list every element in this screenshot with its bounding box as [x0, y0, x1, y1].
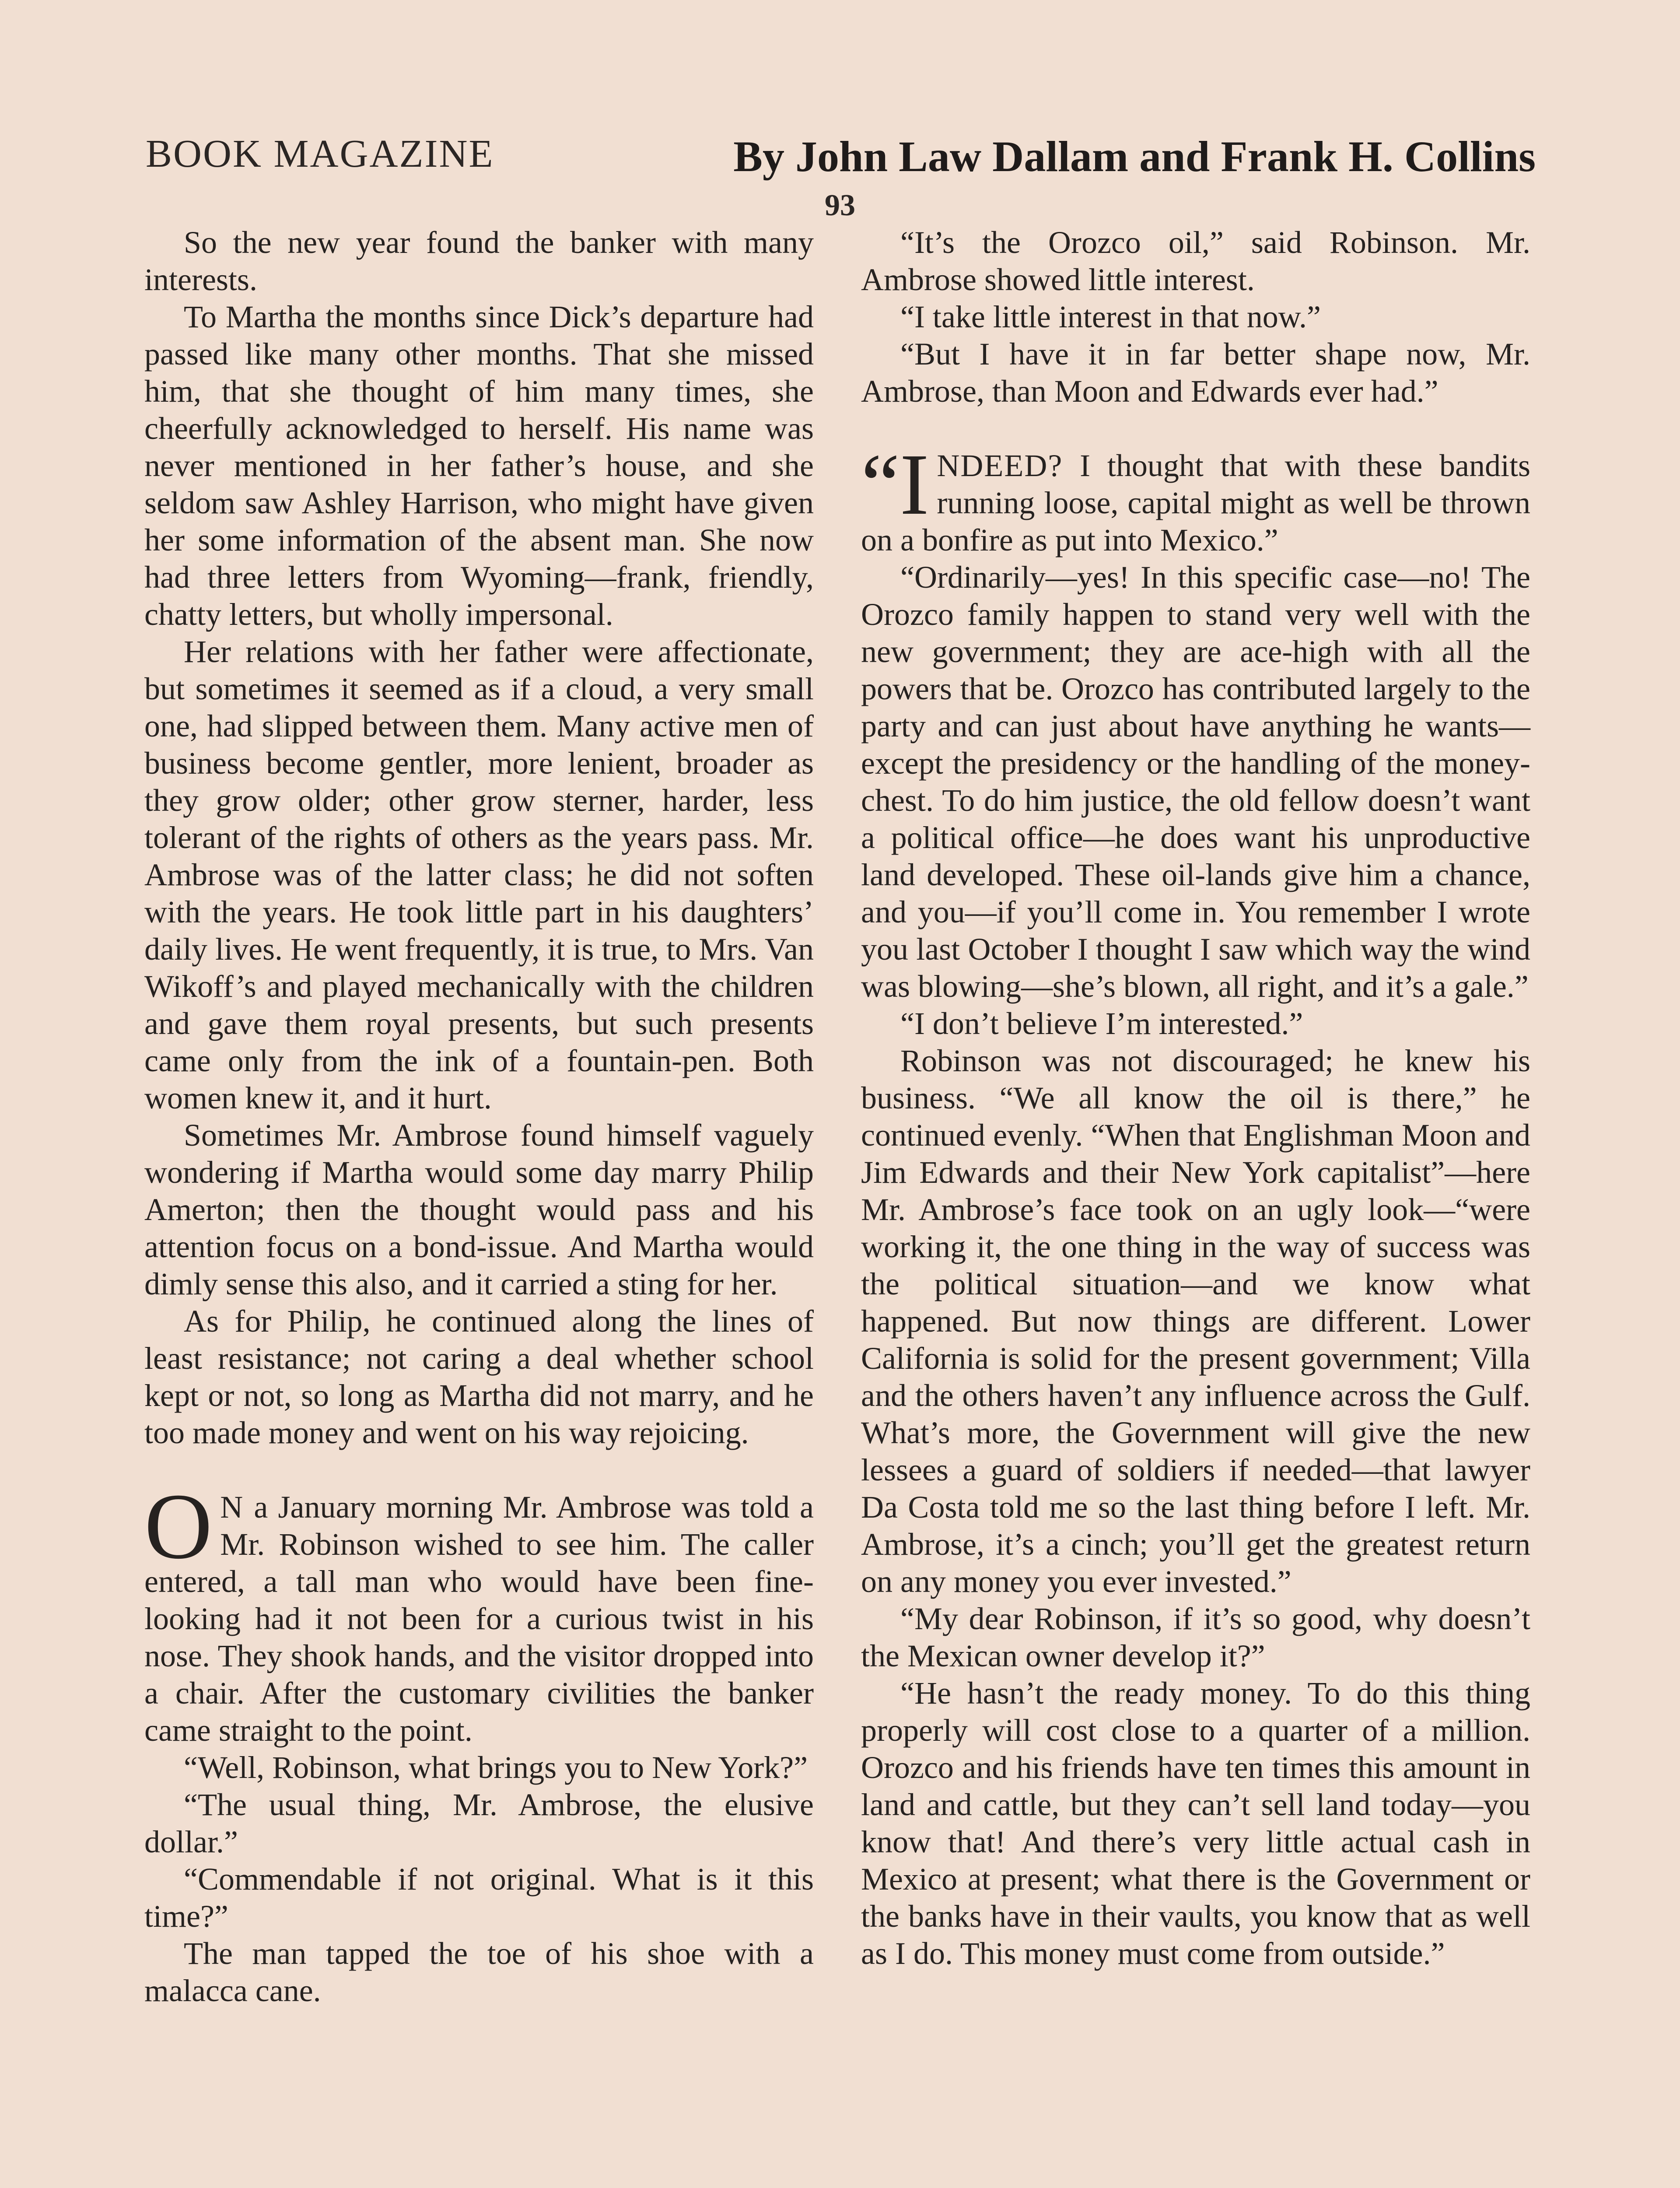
paragraph: “I don’t believe I’m interested.”	[900, 1006, 1303, 1041]
drop-cap: “I	[861, 436, 929, 533]
paragraph: So the new year found the banker with many interests.	[144, 225, 814, 297]
paragraph: “Well, Robinson, what brings you to New York?”	[184, 1750, 808, 1785]
page-number: 93	[825, 189, 855, 222]
paragraph-text: I thought that with these bandits running loose, capital might as well be thrown on a bonfire as put into Mexico.”	[861, 448, 1530, 558]
paragraph: To Martha the months since Dick’s departure had passed like many other months. That she missed him, that she thought of him many times, she cheerfully acknowledged to herself. His name was never mentioned in her father’s house, and she seldom saw Ashley Harrison, who might have given her some information of the absent man. She now had three letters from Wyoming—frank, friendly, chatty letters, but wholly impersonal.	[144, 299, 814, 632]
paragraph: As for Philip, he continued along the lines of least resistance; not caring a deal whether school kept or not, so long as Martha did not marry, and he too made money and went on his way rejoicing.	[144, 1304, 814, 1450]
paragraph: “My dear Robinson, if it’s so good, why doesn’t the Mexican owner develop it?”	[861, 1601, 1530, 1673]
drop-cap: O	[144, 1474, 213, 1578]
section-opening-paragraph	[861, 436, 1530, 559]
paragraph: “He hasn’t the ready money. To do this thing properly will cost close to a quarter of a million. Orozco and his friends have ten times this amount in land and cattle, but they can’t sell land today—you know that! And there’s very little actual cash in Mexico at present; what there is the Government or the banks have in their vaults, you know that as well as I do. This money must come from outside.”	[861, 1676, 1530, 1971]
paragraph: Her relations with her father were affectionate, but sometimes it seemed as if a cloud, a very small one, had slipped between them. Many active men of business become gentler, more lenient, broader as they grow older; other grow sterner, harder, less tolerant of the rights of others as the years pass. Mr. Ambrose was of the latter class; he did not soften with the years. He took little part in his daughters’ daily lives. He went frequently, it is true, to Mrs. Van Wikoff’s and played mechanically with the children and gave them royal presents, but such presents came only from the ink of a fountain-pen. Both women knew it, and it hurt.	[144, 634, 814, 1115]
paragraph-text: a January morning Mr. Ambrose was told a Mr. Robinson wished to see him. The caller entered, a tall man who would have been fine-looking had it not been for a curious twist in his nose. They shook hands, and the visitor dropped into a chair. After the customary civilities the banker came straight to the point.	[144, 1490, 814, 1748]
running-head-magazine: BOOK MAGAZINE	[146, 132, 494, 175]
paragraph: Sometimes Mr. Ambrose found himself vaguely wondering if Martha would some day marry Philip Amerton; then the thought would pass and his attention focus on a bond-issue. And Martha would dimly sense this also, and it carried a sting for her.	[144, 1118, 814, 1301]
paragraph: “But I have it in far better shape now, Mr. Ambrose, than Moon and Edwards ever had.”	[861, 337, 1530, 409]
paragraph: The man tapped the toe of his shoe with a malacca cane.	[144, 1936, 814, 2008]
paragraph: “I take little interest in that now.”	[900, 299, 1321, 334]
running-head-byline: By John Law Dallam and Frank H. Collins	[733, 132, 1536, 181]
left-column	[144, 224, 814, 2009]
section-opening-paragraph	[144, 1474, 814, 1749]
paragraph: “The usual thing, Mr. Ambrose, the elusive dollar.”	[144, 1787, 814, 1859]
paragraph: “It’s the Orozco oil,” said Robinson. Mr. Ambrose showed little interest.	[861, 225, 1530, 297]
paragraph: “Commendable if not original. What is it this time?”	[144, 1862, 814, 1934]
small-caps-lead: N	[220, 1490, 244, 1525]
paragraph: “Ordinarily—yes! In this specific case—no! The Orozco family happen to stand very well with the new government; they are ace-high with all the powers that be. Orozco has contributed largely to the party and can just about have anything he wants—except the presidency or the handling of the money-chest. To do him justice, the old fellow doesn’t want a political office—he does want his unproductive land developed. These oil-lands give him a chance, and you—if you’ll come in. You remember I wrote you last October I thought I saw which way the wind was blowing—she’s blown, all right, and it’s a gale.”	[861, 560, 1530, 1004]
right-column	[861, 224, 1530, 1972]
small-caps-lead: NDEED?	[937, 448, 1063, 483]
paragraph: Robinson was not discouraged; he knew his business. “We all know the oil is there,” he continued evenly. “When that Englishman Moon and Jim Edwards and their New York capitalist”—here Mr. Ambrose’s face took on an ugly look—“were working it, the one thing in the way of success was the political situation—and we know what happened. But now things are different. Lower California is solid for the present government; Villa and the others haven’t any influence across the Gulf. What’s more, the Government will give the new lessees a guard of soldiers if needed—that lawyer Da Costa told me so the last thing before I left. Mr. Ambrose, it’s a cinch; you’ll get the greatest return on any money you ever invested.”	[861, 1043, 1530, 1599]
